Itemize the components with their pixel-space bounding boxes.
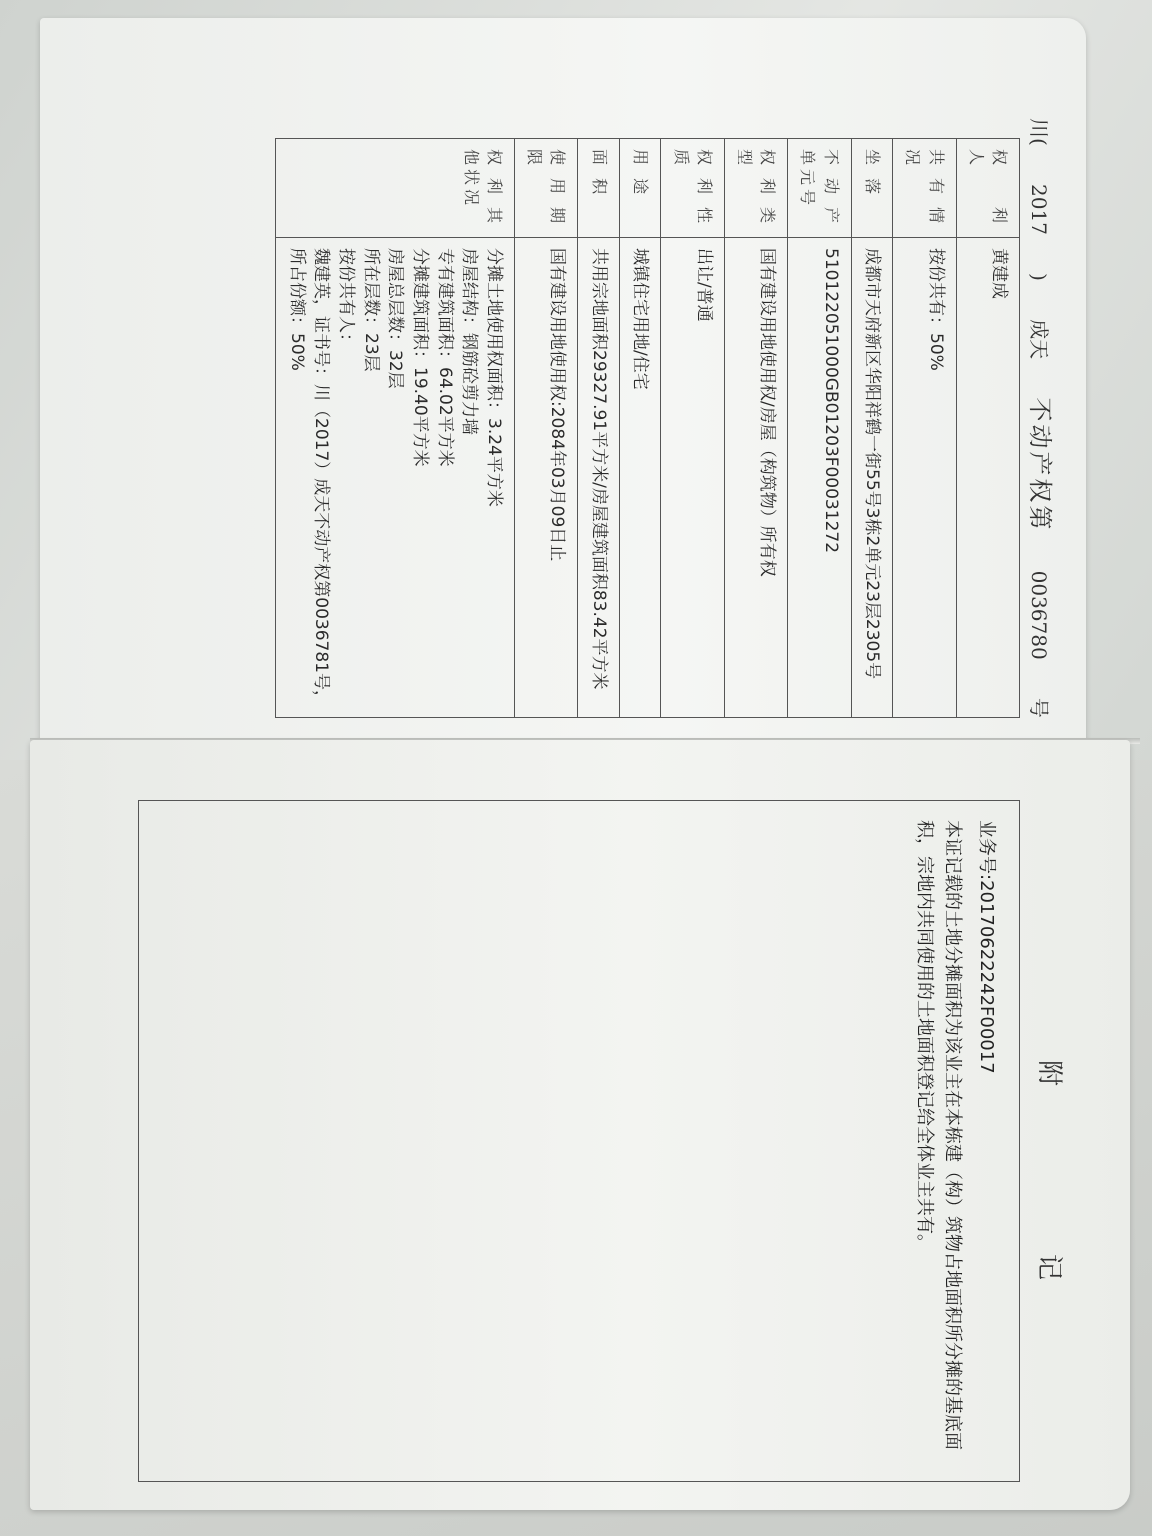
table-row (893, 139, 956, 718)
row-label: 使用期限 (514, 139, 577, 238)
cert-prefix: 川( (1027, 118, 1051, 146)
row-label: 不动产单元号 (788, 139, 851, 238)
row-label: 坐 落 (851, 139, 893, 238)
row-label: 权利类型 (724, 139, 787, 238)
row-value: 国有建设用地使用权:2084年03月09日止 (514, 238, 577, 718)
table-row (956, 139, 1019, 718)
row-value: 城镇住宅用地/住宅 (619, 238, 661, 718)
table-row (276, 139, 515, 718)
row-label: 权 利 人 (956, 139, 1019, 238)
row-value: 510122051000GB01203F00031272 (788, 238, 851, 718)
annex-text (904, 820, 1000, 1460)
cert-close-paren: ) (1027, 273, 1051, 281)
cert-year: 2017 (1027, 184, 1051, 235)
cert-type-label: 不动产权第 (1026, 397, 1054, 533)
certificate-number-line (1025, 118, 1060, 718)
annex-note: 本证记载的土地分摊面积为该业主在本栋建（构）筑物占地面积所分摊的基底面积，宗地内共同使用的土地面积登记给全体业主共有。 (914, 820, 964, 1450)
table-row (724, 139, 787, 718)
annex-title (1033, 1060, 1070, 1280)
row-value: 国有建设用地使用权/房屋（构筑物）所有权 (724, 238, 787, 718)
annex-title-char: 记 (1034, 1253, 1064, 1280)
annex-page-content (10, 760, 1110, 1530)
row-value: 黄建成 (956, 238, 1019, 718)
table-row (578, 139, 620, 718)
registration-table (275, 138, 1020, 718)
row-label: 面 积 (578, 139, 620, 238)
row-label: 共有情况 (893, 139, 956, 238)
business-number: 业务号:20170622242F00017 (976, 820, 997, 1074)
cert-number: 0036780 (1027, 570, 1051, 660)
table-row (514, 139, 577, 718)
row-label: 用 途 (619, 139, 661, 238)
table-row (788, 139, 851, 718)
row-value: 按份共有：50% (893, 238, 956, 718)
annex-title-char: 附 (1034, 1060, 1064, 1087)
annex-frame (138, 800, 1020, 1482)
registration-page-content (0, 58, 1090, 778)
row-value: 共用宗地面积29327.91平方米/房屋建筑面积83.42平方米 (578, 238, 620, 718)
row-value: 分摊土地使用权面积：3.24平方米 房屋结构：钢筋砼剪力墙 专有建筑面积：64.02平方米 分摊建筑面积：19.40平方米 房屋总层数：32层 所在层数：23层 按份共有人： 魏建英，证书号：川（2017）成天不动产权第0036781号，所占份额：50% (276, 238, 515, 718)
row-value: 出让/普通 (661, 238, 724, 718)
row-label: 权利其他状况 (276, 139, 515, 238)
row-value: 成都市天府新区华阳祥鹤一街55号3栋2单元23层2305号 (851, 238, 893, 718)
cert-suffix: 号 (1027, 697, 1051, 718)
table-row (851, 139, 893, 718)
cert-city: 成天 (1027, 319, 1051, 360)
row-label: 权利性质 (661, 139, 724, 238)
table-row (661, 139, 724, 718)
table-row (619, 139, 661, 718)
